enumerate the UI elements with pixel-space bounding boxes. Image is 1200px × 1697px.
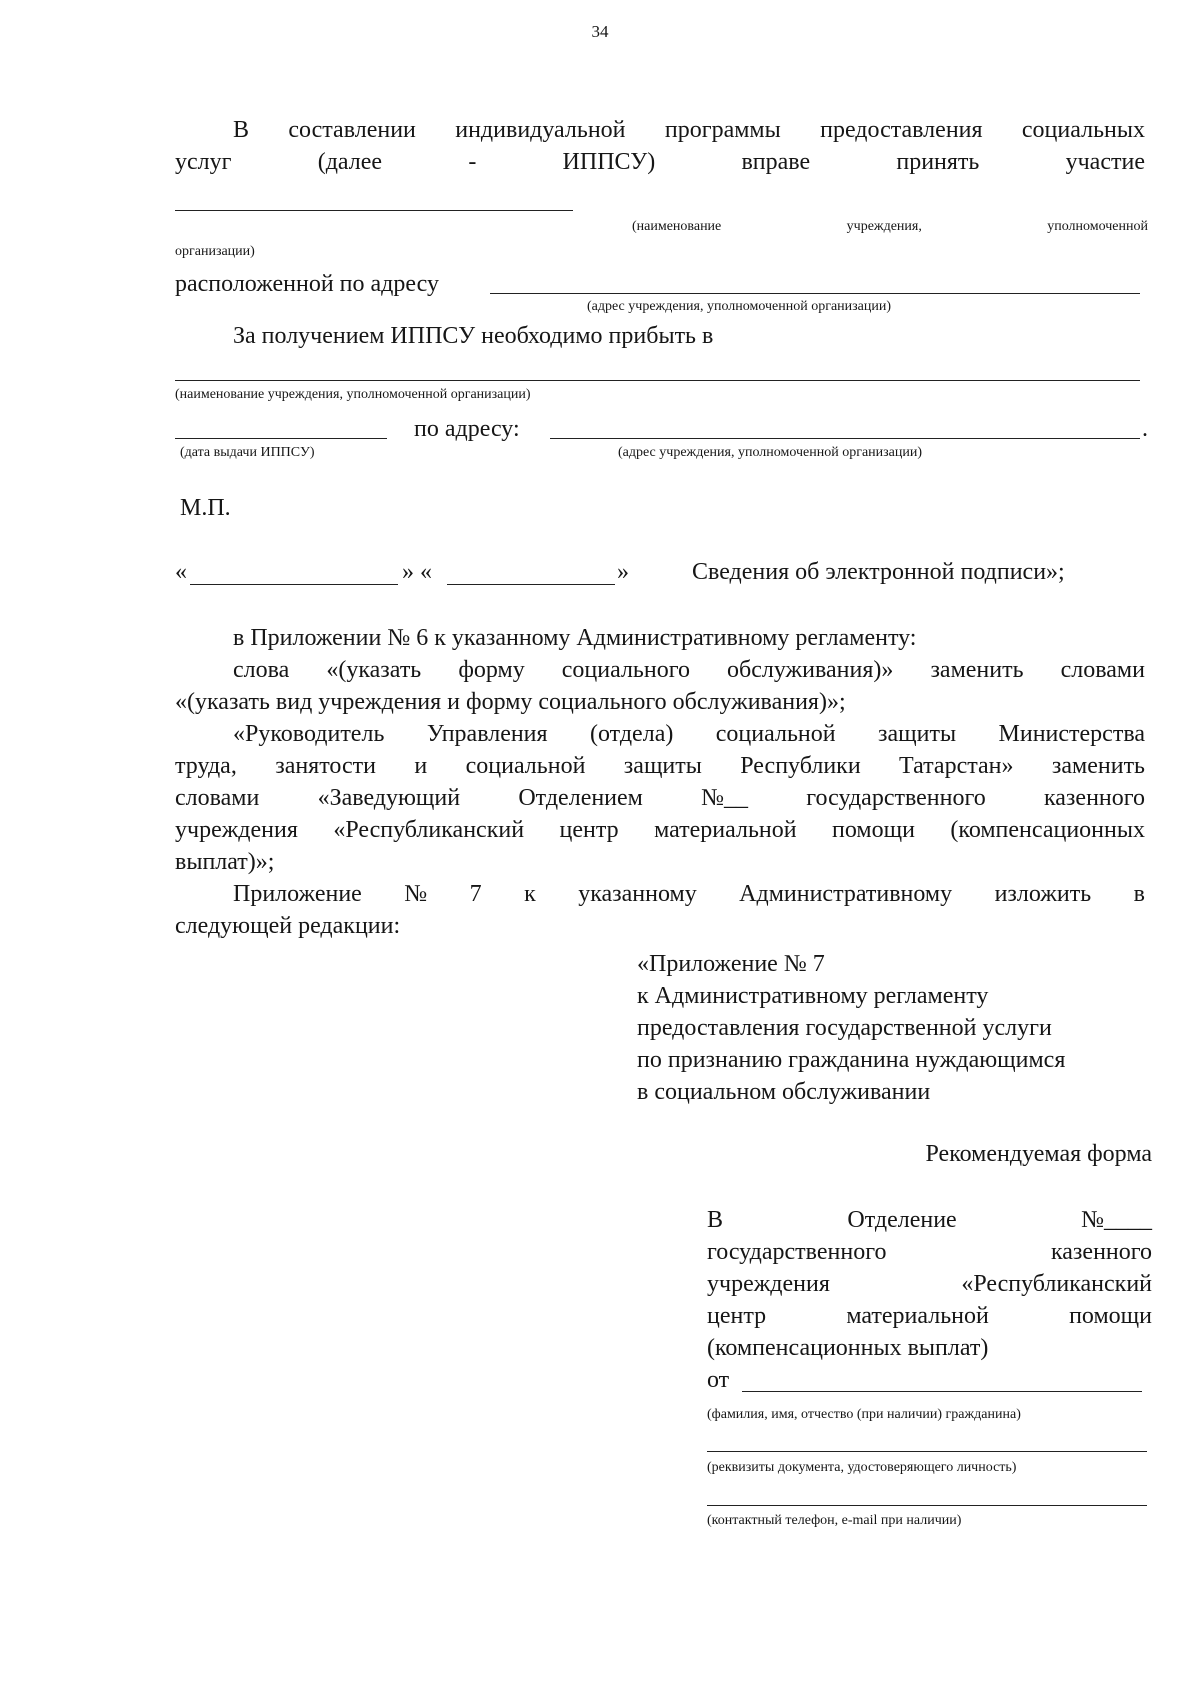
ippsu-paragraph	[175, 114, 1145, 178]
date-open-quote: «	[175, 559, 187, 585]
word: центр	[707, 1303, 767, 1329]
word: учреждения	[707, 1271, 830, 1297]
applicant-name-blank-line	[742, 1391, 1142, 1392]
word: Административному	[739, 881, 953, 907]
appendix-header-line: предоставления государственной услуги	[637, 1015, 1052, 1041]
caption-word: уполномоченной	[1047, 219, 1148, 234]
word: казенного	[1050, 1239, 1152, 1265]
addressee-line-2	[707, 1236, 1152, 1268]
word: №____	[1081, 1207, 1152, 1233]
word: помощи	[1069, 1303, 1152, 1329]
document-blank-line	[707, 1451, 1147, 1452]
word: принять	[896, 149, 980, 175]
receive-line: За получением ИППСУ необходимо прибыть в	[233, 323, 714, 349]
word: изложить	[994, 881, 1092, 907]
receive-org-blank-line	[175, 380, 1140, 381]
amendment-p4-line2: следующей редакции:	[175, 913, 401, 939]
word: В	[707, 1207, 724, 1233]
word: Отделением	[518, 785, 643, 811]
address-caption-2: (адрес учреждения, уполномоченной организации)	[618, 445, 923, 460]
ippsu-line-1: В составлении индивидуальной программы предоставления социальных	[233, 117, 1145, 143]
word: услуг	[175, 149, 232, 175]
word: в	[1133, 881, 1145, 907]
word: Приложение	[233, 881, 362, 907]
from-label: от	[707, 1367, 730, 1393]
page-number: 34	[591, 22, 609, 41]
word: (далее	[317, 149, 383, 175]
amendment-p1: в Приложении № 6 к указанному Административному регламенту:	[233, 625, 917, 651]
word: указанному	[578, 881, 697, 907]
word: -	[468, 149, 477, 175]
stamp-place: М.П.	[180, 495, 231, 521]
word: «Республиканский	[961, 1271, 1152, 1297]
word: №	[404, 881, 428, 907]
amendment-p3-line3	[175, 782, 1145, 814]
word: форму	[458, 657, 525, 683]
amendment-p3-line1: «Руководитель Управления (отдела) социальной защиты Министерства	[233, 721, 1145, 747]
word: словами	[175, 785, 260, 811]
addressee-line-3	[707, 1268, 1152, 1300]
word: участие	[1065, 149, 1145, 175]
date-quote-separator: » «	[402, 559, 432, 585]
word: «(указать	[326, 657, 422, 683]
amendment-p2-line2: «(указать вид учреждения и форму социального обслуживания)»;	[175, 689, 846, 715]
date-month-blank-line	[447, 584, 615, 585]
amendment-p3-line2: труда, занятости и социальной защиты Республики Татарстан» заменить	[175, 753, 1145, 779]
word: государственного	[806, 785, 986, 811]
receive-address-blank-line	[550, 438, 1140, 439]
word: материальной	[846, 1303, 989, 1329]
period: .	[1142, 416, 1148, 442]
contacts-blank-line	[707, 1505, 1147, 1506]
org-caption-2: (наименование учреждения, уполномоченной организации)	[175, 387, 531, 402]
addressee-line-4	[707, 1300, 1152, 1332]
caption-contacts: (контактный телефон, e-mail при наличии)	[707, 1513, 962, 1528]
word: вправе	[741, 149, 811, 175]
amendments-text	[175, 622, 1145, 942]
amendment-p2-line1	[175, 654, 1145, 686]
word: слова	[233, 657, 290, 683]
word: ИППСУ)	[562, 149, 656, 175]
caption-applicant-name: (фамилия, имя, отчество (при наличии) гражданина)	[707, 1407, 1021, 1422]
word: «Заведующий	[317, 785, 461, 811]
word: Отделение	[847, 1207, 957, 1233]
appendix-header-line: к Административному регламенту	[637, 983, 989, 1009]
amendment-p4-line1	[175, 878, 1145, 910]
located-at-label: расположенной по адресу	[175, 271, 439, 297]
caption-word: учреждения,	[846, 219, 922, 234]
addressee-line-1	[707, 1204, 1152, 1236]
address-blank-line	[490, 293, 1140, 294]
addressee-block	[707, 1204, 1152, 1396]
word: к	[524, 881, 536, 907]
date-day-blank-line	[190, 584, 398, 585]
word: государственного	[707, 1239, 887, 1265]
word: 7	[469, 881, 482, 907]
org-caption-continuation: организации)	[175, 244, 255, 259]
word: №__	[701, 785, 749, 811]
caption-word: (наименование	[632, 219, 722, 234]
org-name-blank-line	[175, 210, 573, 211]
issue-date-caption: (дата выдачи ИППСУ)	[180, 445, 315, 460]
word: обслуживания)»	[727, 657, 894, 683]
amendment-p3-line4: учреждения «Республиканский центр материальной помощи (компенсационных	[175, 817, 1145, 843]
word: словами	[1060, 657, 1145, 683]
recommended-form-label: Рекомендуемая форма	[925, 1141, 1152, 1167]
appendix-header-line: по признанию гражданина нуждающимся	[637, 1047, 1066, 1073]
esign-info: Сведения об электронной подписи»;	[692, 559, 1065, 585]
appendix-header-line: в социальном обслуживании	[637, 1079, 931, 1105]
appendix-header-line: «Приложение № 7	[637, 951, 825, 977]
caption-identity-document: (реквизиты документа, удостоверяющего личность)	[707, 1460, 1017, 1475]
org-caption	[632, 218, 1148, 236]
word: казенного	[1043, 785, 1145, 811]
addressee-line-5: (компенсационных выплат)	[707, 1335, 989, 1361]
word: социального	[561, 657, 690, 683]
by-address-label: по адресу:	[414, 416, 520, 442]
date-close-quote: »	[617, 559, 629, 585]
ippsu-line-2	[175, 146, 1145, 178]
address-caption-1: (адрес учреждения, уполномоченной организации)	[587, 299, 892, 314]
issue-date-blank-line	[175, 438, 387, 439]
amendment-p3-line5: выплат)»;	[175, 849, 275, 875]
appendix-header	[637, 948, 1065, 1108]
word: заменить	[930, 657, 1024, 683]
